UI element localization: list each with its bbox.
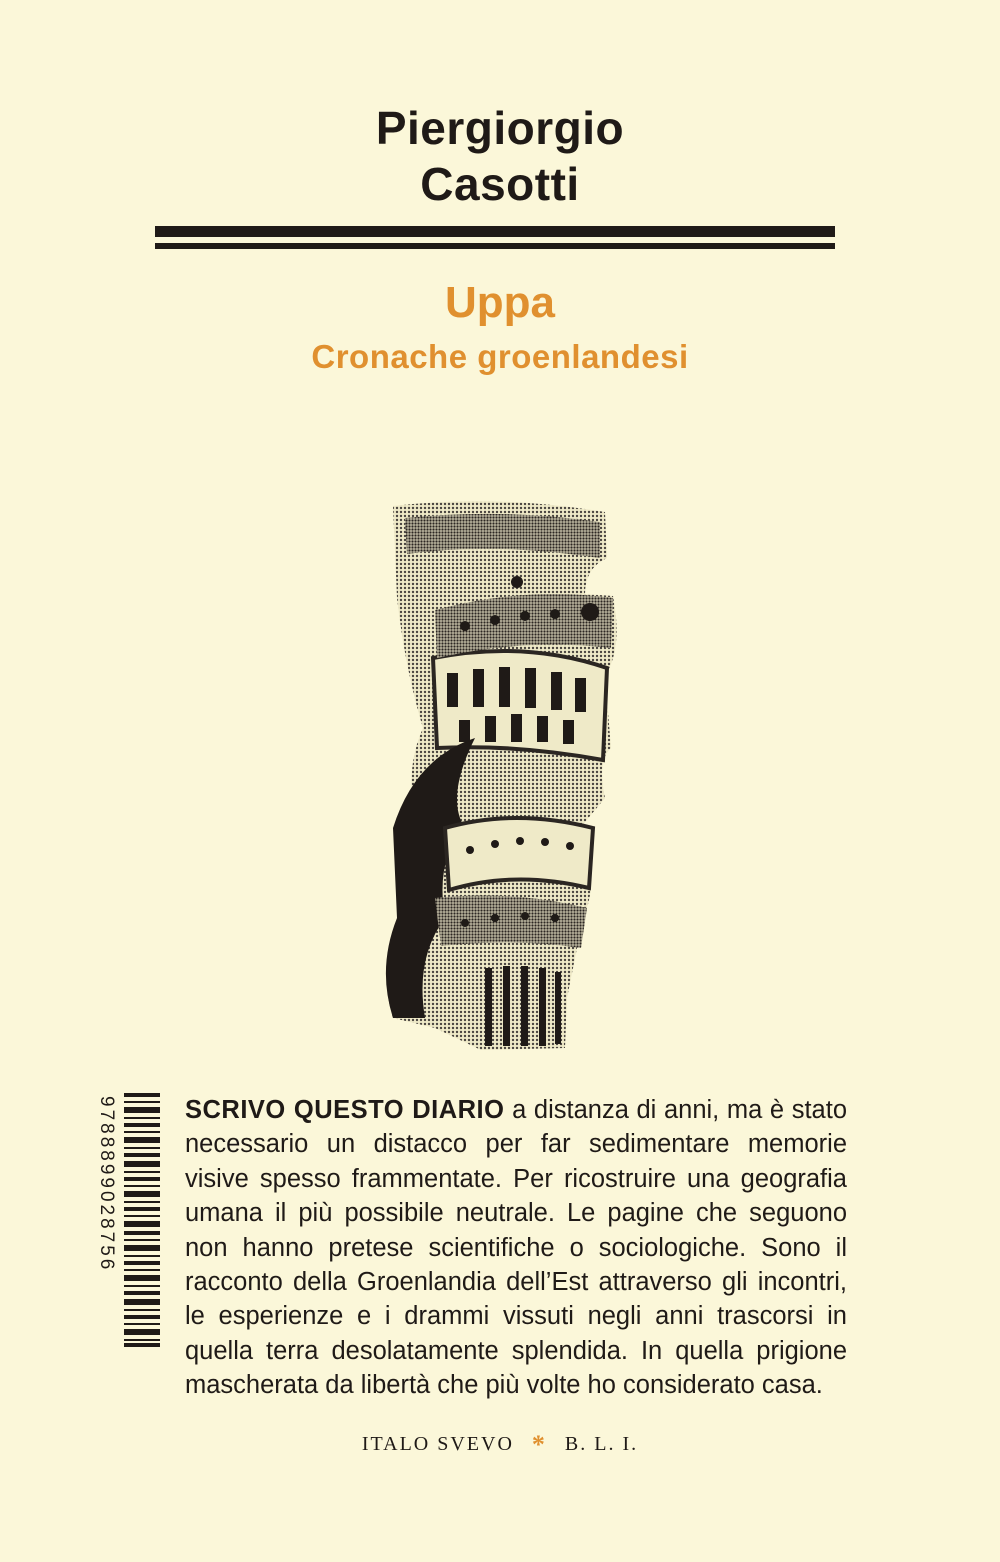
divider-thick: [155, 226, 835, 237]
blurb-lead: SCRIVO QUESTO DIARIO: [185, 1096, 505, 1124]
blurb-text: a distanza di anni, ma è stato necessario un distacco per far sedimentare memorie visive spesso frammentate. Per ricostruire una geografia umana il più possibile neutrale. Le pagine che seguono non hanno pretese scientifiche o sociologiche. Sono il racconto della Groenlandia dell’Est attraverso gli incontri, le esperienze e i drammi vissuti negli anni trascorsi in quella terra desolatamente splendida. In quella prigione mascherata da libertà che più volte ho considerato casa.: [185, 1096, 847, 1400]
divider-thin: [155, 243, 835, 249]
publisher-footer: [0, 1430, 1000, 1460]
series-name: B. L. I.: [564, 1433, 639, 1455]
author-name: [0, 100, 1000, 212]
author-last-name: Casotti: [420, 158, 580, 210]
back-cover-blurb: [185, 1093, 847, 1403]
book-title: Uppa: [445, 278, 555, 327]
book-subtitle: Cronache groenlandesi: [311, 338, 689, 375]
publisher-name: ITALO SVEVO: [361, 1433, 514, 1455]
isbn-digits: 9788899028756: [96, 1096, 117, 1273]
author-first-name: Piergiorgio: [375, 102, 625, 154]
asterisk-separator: *: [531, 1430, 547, 1459]
carved-figure-illustration: [375, 498, 625, 1053]
